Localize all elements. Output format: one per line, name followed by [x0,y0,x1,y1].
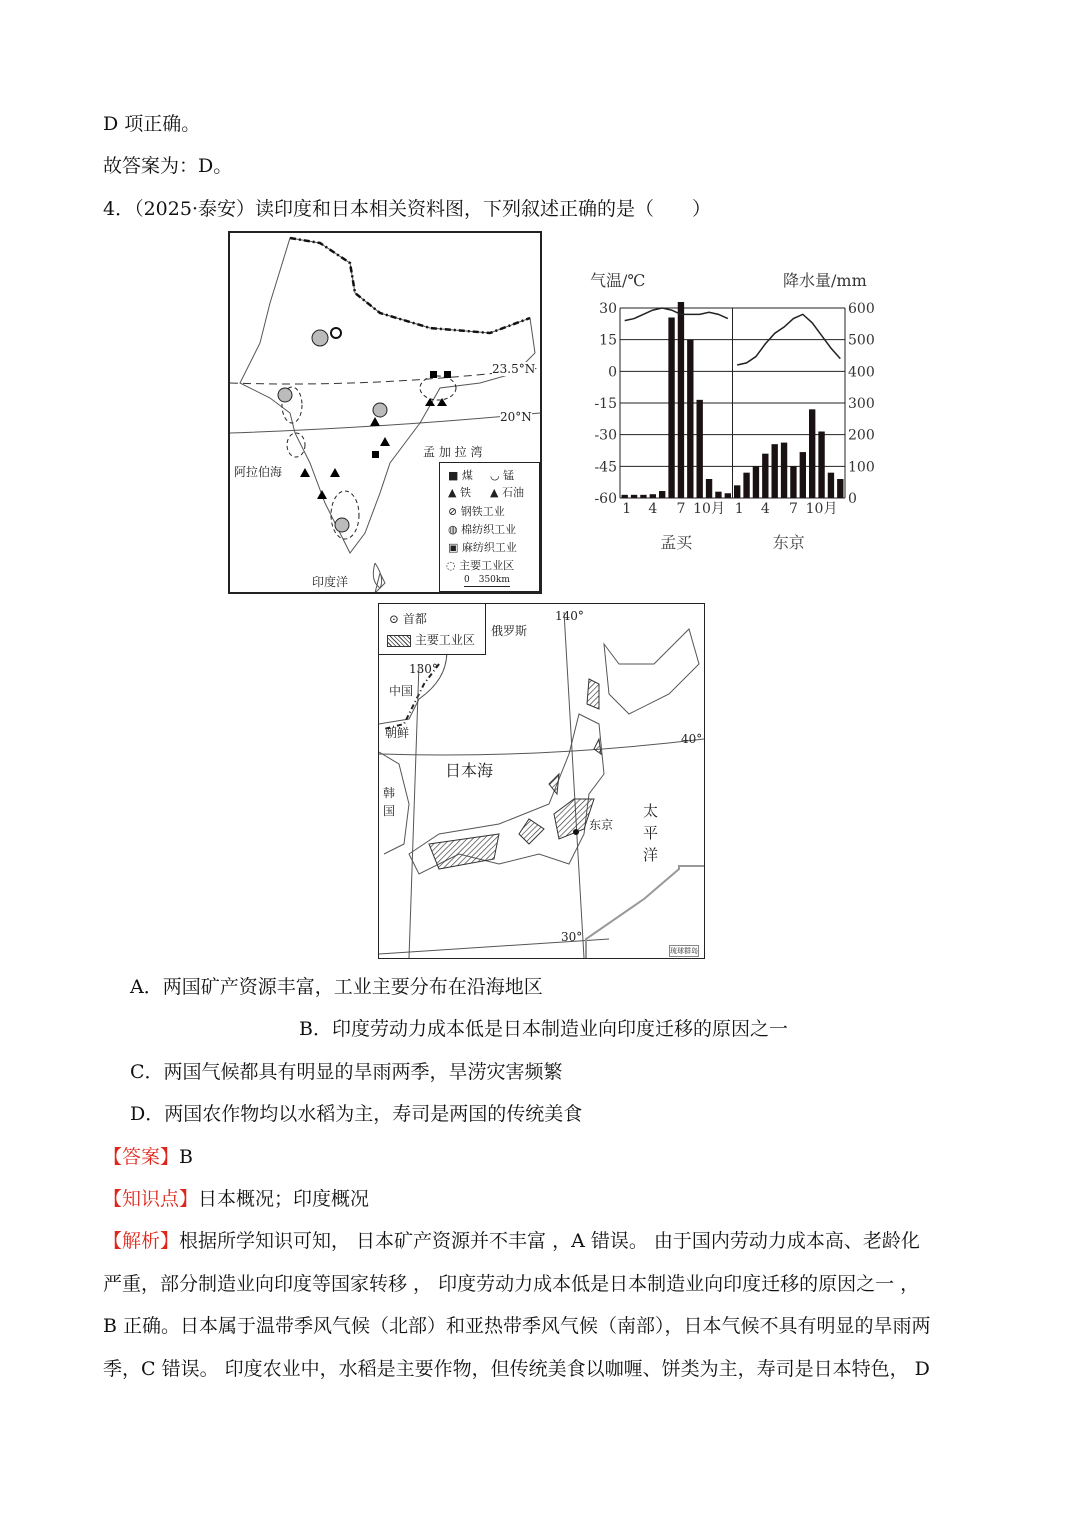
legend-oil: ▲ 石油 [490,486,524,499]
option-c[interactable]: C．两国气候都具有明显的旱雨两季，旱涝灾害频繁 [130,1061,563,1083]
russia-label: 俄罗斯 [491,624,528,638]
month-tick-label: 10月 [805,501,838,517]
answer-tag: 【答案】 [103,1146,180,1168]
analysis-line-3: B 正确。日本属于温带季风气候（北部）和亚热带季风气候（南部），日本气候不具有明显的旱雨两 [103,1315,931,1337]
precip-bar [697,400,703,498]
answer-value: B [179,1146,193,1168]
precip-tick-label: 100 [848,459,875,476]
precip-bar [668,318,674,499]
lat-30-label: 30° [561,930,583,944]
precip-bar [706,479,712,498]
knowledge-value: 日本概况；印度概况 [198,1188,370,1210]
lat-23-5-label: 23.5°N [492,362,536,376]
pacific-label-2: 平 [643,824,659,842]
precip-bar [743,473,749,498]
temp-tick-label: 30 [599,301,617,317]
temp-tick-label: -30 [594,427,617,444]
precip-tick-label: 600 [848,301,875,317]
temp-tick-label: 0 [608,364,617,381]
temperature-line [625,308,728,321]
arabian-sea-label: 阿拉伯海 [234,465,283,479]
precip-axis-label: 降水量/mm [783,271,867,290]
analysis-line-4: 季，C 错误。 印度农业中，水稻是主要作物，但传统美食以咖喱、饼类为主，寿司是日本特色， D [103,1358,930,1380]
lon-130-label: 130° [409,662,438,676]
tokyo-label: 东京 [589,818,614,832]
china-label: 中国 [389,684,414,698]
precip-bar [828,473,834,498]
precip-bar [837,479,843,498]
precip-bar [753,466,759,498]
precip-bar [809,409,815,498]
indian-ocean-label: 印度洋 [312,575,349,589]
temp-tick-label: -60 [594,491,617,507]
legend-industrial-zone: ◌ 主要工业区 [446,559,515,572]
month-tick-label: 7 [676,501,686,517]
india-legend [439,462,540,592]
legend-industrial-zone: 主要工业区 [387,631,475,648]
analysis-line-2: 严重，部分制造业向印度等国家转移 ， 印度劳动力成本低是日本制造业向印度迁移的原因之一 ， [103,1273,920,1295]
prev-answer: 故答案为：D。 [103,155,233,177]
precip-tick-label: 200 [848,427,875,444]
city-label: 东京 [772,533,805,552]
question-text: 读印度和日本相关资料图，下列叙述正确的是（ ） [255,198,712,220]
temp-tick-label: 15 [599,332,617,349]
option-b[interactable]: B．印度劳动力成本低是日本制造业向印度迁移的原因之一 [299,1018,788,1040]
month-tick-label: 7 [788,501,798,517]
precip-bar [687,340,693,498]
bay-of-bengal-label: 孟 加 拉 湾 [423,445,483,459]
lon-140-label: 140° [555,609,584,623]
scale-bar: 0 350km [464,575,510,585]
precip-bar [631,495,637,498]
analysis-tag: 【解析】 [103,1230,180,1252]
precip-tick-label: 500 [848,332,875,349]
japan-map [378,603,705,959]
analysis-line-1: 【解析】根据所学知识可知， 日本矿产资源并不丰富 ，A 错误。 由于国内劳动力成本高、老龄化 [103,1230,920,1252]
legend-jute: ▣ 麻纺织工业 [448,541,517,554]
precip-bar [818,432,824,499]
legend-capital: ⊙ 首都 [389,612,427,626]
temp-axis-label: 气温/℃ [590,271,646,290]
legend-cotton: ◍ 棉纺织工业 [448,523,517,536]
north-korea-label: 朝鲜 [385,726,410,740]
answer-line [103,1145,193,1169]
precip-bar [640,495,646,498]
option-d[interactable]: D．两国农作物均以水稻为主，寿司是两国的传统美食 [130,1103,583,1125]
precip-bar [659,491,665,498]
temp-tick-label: -45 [594,459,617,476]
legend-steel: ⊘ 钢铁工业 [448,505,505,518]
month-tick-label: 10月 [693,501,725,517]
month-tick-label: 1 [734,501,744,517]
month-tick-label: 1 [622,501,632,517]
question-stem [103,197,711,221]
precip-bar [734,485,740,498]
question-number: 4． [103,198,135,220]
month-tick-label: 4 [760,501,770,517]
precip-tick-label: 0 [848,491,857,507]
question-source: （2025·泰安） [134,198,255,220]
precip-tick-label: 400 [848,364,875,381]
legend-coal: ■ 煤 [448,469,473,482]
south-korea-label-1: 韩 [383,786,396,800]
precip-bar [800,452,806,498]
ryukyu-label: 琉球群岛 [670,947,698,955]
option-a[interactable]: A．两国矿产资源丰富，工业主要分布在沿海地区 [130,976,543,998]
japan-legend [379,604,486,655]
precip-bar [781,443,787,498]
precip-bar [715,492,721,498]
month-tick-label: 4 [648,501,658,517]
india-map [228,231,542,594]
precip-bar [762,454,768,498]
japan-outline [379,604,704,958]
precip-bar [650,494,656,498]
city-label: 孟买 [660,533,693,552]
legend-iron: ▲ 铁 [448,486,471,499]
climate-chart [585,270,895,560]
precip-bar [678,302,684,498]
precip-tick-label: 300 [848,396,875,412]
precip-bar [622,495,628,498]
prev-line: D 项正确。 [103,113,201,135]
pacific-label-1: 太 [643,802,659,820]
precip-bar [790,466,796,498]
legend-manganese: ◡ 锰 [490,469,515,482]
temp-tick-label: -15 [594,396,617,412]
precip-bar [725,493,731,498]
lat-40-label: 40° [681,732,703,746]
knowledge-tag: 【知识点】 [103,1188,199,1210]
sea-of-japan-label: 日本海 [445,761,494,780]
pacific-label-3: 洋 [643,846,659,864]
south-korea-label-2: 国 [383,804,396,818]
lat-20-label: 20°N [500,410,532,424]
precip-bar [772,444,778,498]
knowledge-line [103,1187,369,1211]
